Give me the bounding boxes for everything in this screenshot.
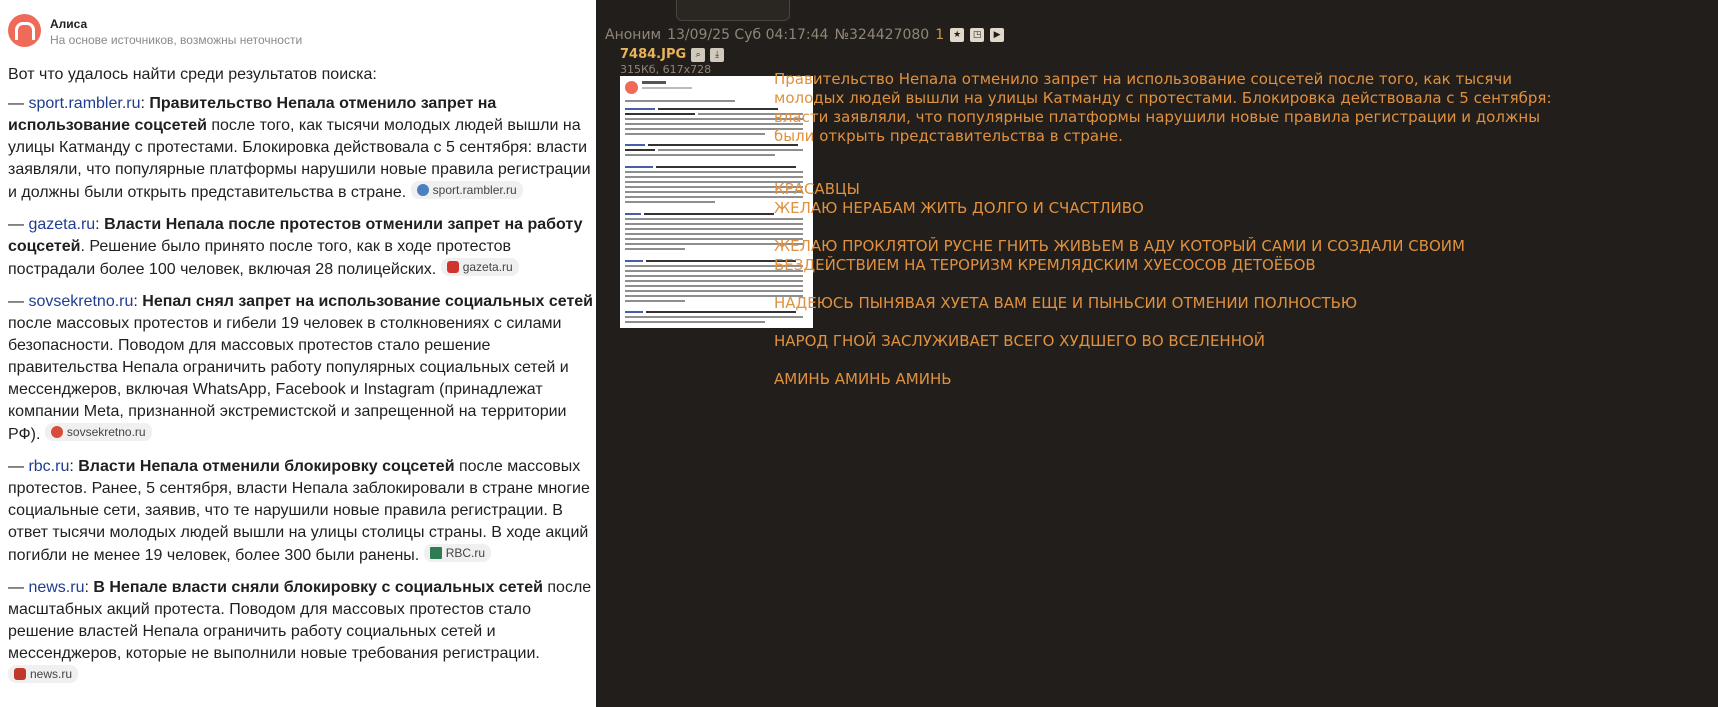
source-text: после того, как тысячи молодых людей вышли на улицы Катманду с протестами. Блокировка действовала с 5 сентября: власти заявляли, что популярные платформы нарушили новые правила регистрации и должны были открыть представительства в стране. — [8, 117, 591, 201]
source-chip[interactable] — [45, 423, 152, 441]
star-icon[interactable]: ★ — [950, 28, 964, 42]
post-header — [605, 27, 1004, 43]
file-line — [620, 47, 724, 62]
alice-body — [8, 64, 596, 698]
alice-header — [8, 14, 302, 48]
source-chip-label: sport.rambler.ru — [432, 183, 517, 197]
source-item: — rbc.ru: Власти Непала отменили блокировку соцсетей после массовых протестов. Ранее, 5 сентября, власти Непала заблокировали в стране многие социальные сети, заявив, что те нарушили новые правила регистрации. В ответ тысячи молодых людей вышли на улицы столицы страны. В ходе акций погибли не менее 19 человек, более 300 были ранены. RBC.ru — [8, 458, 590, 564]
source-item: — news.ru: В Непале власти сняли блокировку с социальных сетей после масштабных акций протеста. Поводом для массовых протестов стало решение властей Непала ограничить работу социальных сетей и мессенджеров, которые не выполнили новые требования регистрации. news.ru — [8, 579, 592, 681]
post-author: Аноним — [605, 27, 662, 43]
source-chip-label: gazeta.ru — [462, 260, 513, 274]
source-title: Непал снял запрет на использование социальных сетей — [142, 293, 594, 310]
post-paragraph: НАРОД ГНОЙ ЗАСЛУЖИВАЕТ ВСЕГО ХУДШЕГО ВО ВСЕЛЕННОЙ — [774, 332, 1266, 350]
rbc-icon — [430, 547, 442, 559]
source-chip[interactable] — [411, 181, 523, 199]
search-icon[interactable]: ⌕ — [691, 48, 705, 62]
globe-icon — [417, 184, 429, 196]
source-domain-link[interactable]: sovsekretno.ru — [28, 293, 134, 310]
alice-logo-icon — [8, 14, 41, 47]
source-text: после массовых протестов и гибели 19 человек в столкновениях с силами безопасности. Поводом для массовых протестов стало решение правительства Непала ограничить работу популярных социальных сетей и мессенджеров, включая WhatsApp, Facebook и Instagram (принадлежат компании Meta, признанной экстремистской и запрещенной на территории РФ). — [8, 315, 569, 443]
source-text: после массовых протестов. Ранее, 5 сентября, власти Непала заблокировали в стране многие социальные сети, заявив, что те нарушили новые правила регистрации. В ответ тысячи молодых людей вышли на улицы столицы страны. В ходе акций погибли не менее 19 человек, более 300 были ранены. — [8, 458, 590, 564]
source-item: — gazeta.ru: Власти Непала после протестов отменили запрет на работу соцсетей. Решение было принято после того, как в ходе протестов пострадали более 100 человек, включая 28 полицейских. gazeta.ru — [8, 216, 583, 278]
source-chip-label: news.ru — [30, 667, 73, 681]
post-replies-count[interactable]: 1 — [935, 27, 945, 43]
source-title: Власти Непала отменили блокировку соцсетей — [78, 458, 455, 475]
sovsekretno-icon — [51, 426, 63, 438]
news-icon — [14, 668, 26, 680]
thumbnail-logo-icon — [625, 81, 638, 94]
share-icon[interactable]: ◳ — [970, 28, 984, 42]
source-text: . Решение было принято после того, как в ходе протестов пострадали более 100 человек, включая 28 полицейских. — [8, 238, 512, 278]
source-item: — sport.rambler.ru: Правительство Непала отменило запрет на использование соцсетей после того, как тысячи молодых людей вышли на улицы Катманду с протестами. Блокировка действовала с 5 сентября: власти заявляли, что популярные платформы нарушили новые правила регистрации и должны были открыть представительства в стране. sport.rambler.ru — [8, 95, 591, 201]
source-domain-link[interactable]: sport.rambler.ru — [28, 95, 141, 112]
source-title: В Непале власти сняли блокировку с социальных сетей — [93, 579, 543, 596]
source-chip-label: sovsekretno.ru — [66, 425, 146, 439]
alice-answer-panel — [0, 0, 596, 707]
download-icon[interactable]: ⤓ — [710, 48, 724, 62]
post-paragraph: КРАСАВЦЫ — [774, 180, 860, 198]
source-text: после масштабных акций протеста. Поводом для массовых протестов стало решение властей Непала ограничить работу социальных сетей и мессенджеров, которые не выполнили новые требования регистрации. — [8, 579, 592, 662]
previous-post-edge — [676, 0, 790, 21]
source-title: Власти Непала после протестов отменили запрет на работу соцсетей — [8, 216, 583, 255]
source-domain-link[interactable]: rbc.ru — [28, 458, 70, 475]
post-message — [774, 70, 1574, 389]
gazeta-icon — [447, 261, 459, 273]
post-paragraph: ЖЕЛАЮ НЕРАБАМ ЖИТЬ ДОЛГО И СЧАСТЛИВО — [774, 199, 1144, 217]
alice-intro: Вот что удалось найти среди результатов поиска: — [8, 66, 377, 83]
post-datetime: 13/09/25 Суб 04:17:44 — [667, 27, 829, 43]
file-name-link[interactable]: 7484.JPG — [620, 47, 687, 62]
imageboard-post — [596, 0, 1718, 707]
source-domain-link[interactable]: gazeta.ru — [28, 216, 96, 233]
post-paragraph: Правительство Непала отменило запрет на использование соцсетей после того, как тысячи молодых людей вышли на улицы Катманду с протестами. Блокировка действовала с 5 сентября: власти заявляли, что популярные платформы нарушили новые правила регистрации и должны были открыть представительства в стране. — [774, 70, 1552, 145]
post-paragraph: НАДЕЮСЬ ПЫНЯВАЯ ХУЕТА ВАМ ЕЩЕ И ПЫНЬСИИ ОТМЕНИИ ПОЛНОСТЬЮ — [774, 294, 1358, 312]
source-chip-label: RBC.ru — [445, 546, 486, 560]
post-paragraph: ЖЕЛАЮ ПРОКЛЯТОЙ РУСНЕ ГНИТЬ ЖИВЬЕМ В АДУ КОТОРЫЙ САМИ И СОЗДАЛИ СВОИМ БЕЗДЕЙСТВИЕМ НА ТЕРОРИЗМ КРЕМЛЯДСКИМ ХУЕСОСОВ ДЕТОЁБОВ — [774, 237, 1465, 274]
source-domain-link[interactable]: news.ru — [28, 579, 85, 596]
play-icon[interactable]: ▶ — [990, 28, 1004, 42]
alice-meta — [50, 16, 302, 48]
post-number-link[interactable]: №324427080 — [834, 27, 930, 43]
post-paragraph: АМИНЬ АМИНЬ АМИНЬ — [774, 370, 952, 388]
alice-name: Алиса — [50, 17, 88, 31]
source-item: — sovsekretno.ru: Непал снял запрет на использование социальных сетей после массовых протестов и гибели 19 человек в столкновениях с силами безопасности. Поводом для массовых протестов стало решение правительства Непала ограничить работу популярных социальных сетей и мессенджеров, включая WhatsApp, Facebook и Instagram (принадлежат компании Meta, признанной экстремистской и запрещенной на территории РФ). sovsekretno.ru — [8, 293, 594, 443]
file-info: 315Кб, 617x728 — [620, 63, 712, 76]
source-title: Правительство Непала отменило запрет на использование соцсетей — [8, 95, 497, 134]
source-chip[interactable] — [424, 544, 491, 562]
source-chip[interactable] — [441, 258, 519, 276]
alice-disclaimer: На основе источников, возможны неточности — [50, 33, 303, 47]
source-chip[interactable] — [8, 665, 78, 683]
